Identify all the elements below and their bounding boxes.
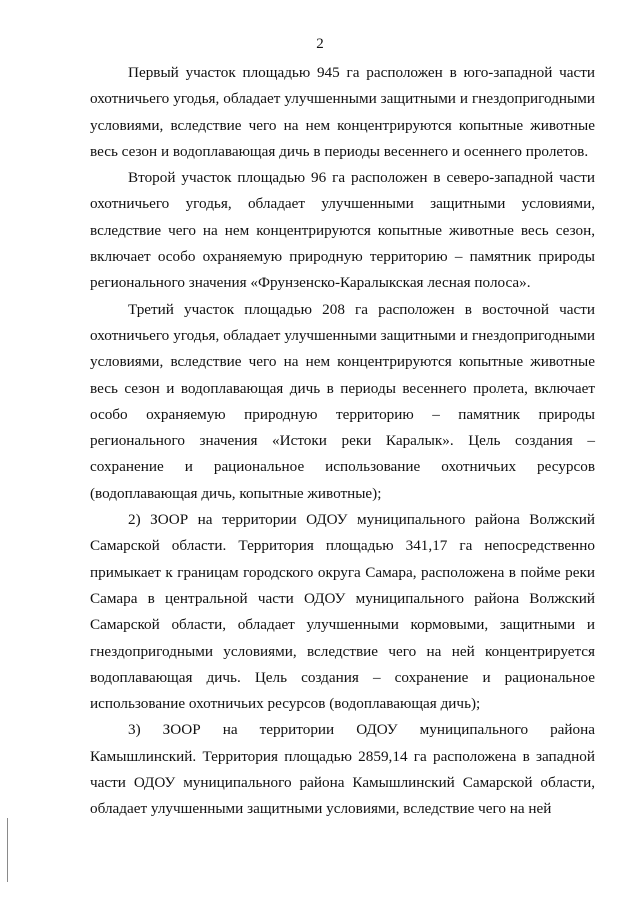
paragraph-second-plot: Второй участок площадью 96 га расположен в северо-западной части охотничьего угодья, обладает улучшенными защитными условиями, вследствие чего на нем концентрируются копытные животные весь сезон, включает особо охраняемую природную территорию – памятник природы регионального значения «Фрунзенско-Каралыкская лесная полоса». — [90, 169, 595, 292]
paragraph-third-plot: Третий участок площадью 208 га расположен в восточной части охотничьего угодья, обладает улучшенными защитными и гнездопригодными условиями, вследствие чего на нем концентрируются копытные животные весь сезон и водоплавающая дичь в периоды весеннего пролета, включает особо охраняемую природную территорию – памятник природы регионального значения «Истоки реки Каралык». Цель создания – сохранение и рациональное использование охотничьих ресурсов (водоплавающая дичь, копытные животные); — [90, 300, 595, 502]
scan-edge-mark — [7, 818, 8, 882]
page-number: 2 — [316, 36, 324, 52]
paragraph-item-3-kamyshlinsky: 3) ЗООР на территории ОДОУ муниципального района Камышлинский. Территория площадью 2859,14 га расположена в западной части ОДОУ муниципального района Камышлинский Самарской области, обладает улучшенными защитными условиями, вследствие чего на ней — [90, 721, 595, 818]
paragraph-item-2-volzhsky: 2) ЗООР на территории ОДОУ муниципального района Волжский Самарской области. Территория площадью 341,17 га непосредственно примыкает к границам городского округа Самара, расположена в пойме реки Самара в центральной части ОДОУ муниципального района Волжский Самарской области, обладает улучшенными кормовыми, защитными и гнездопригодными условиями, вследствие чего на ней концентрируется водоплавающая дичь. Цель создания – сохранение и рациональное использование охотничьих ресурсов (водоплавающая дичь); — [90, 511, 595, 713]
paragraph-first-plot: Первый участок площадью 945 га расположен в юго-западной части охотничьего угодья, обладает улучшенными защитными и гнездопригодными условиями, вследствие чего на нем концентрируются копытные животные весь сезон и водоплавающая дичь в периоды весеннего и осеннего пролетов. — [90, 64, 595, 160]
document-body — [90, 60, 595, 823]
